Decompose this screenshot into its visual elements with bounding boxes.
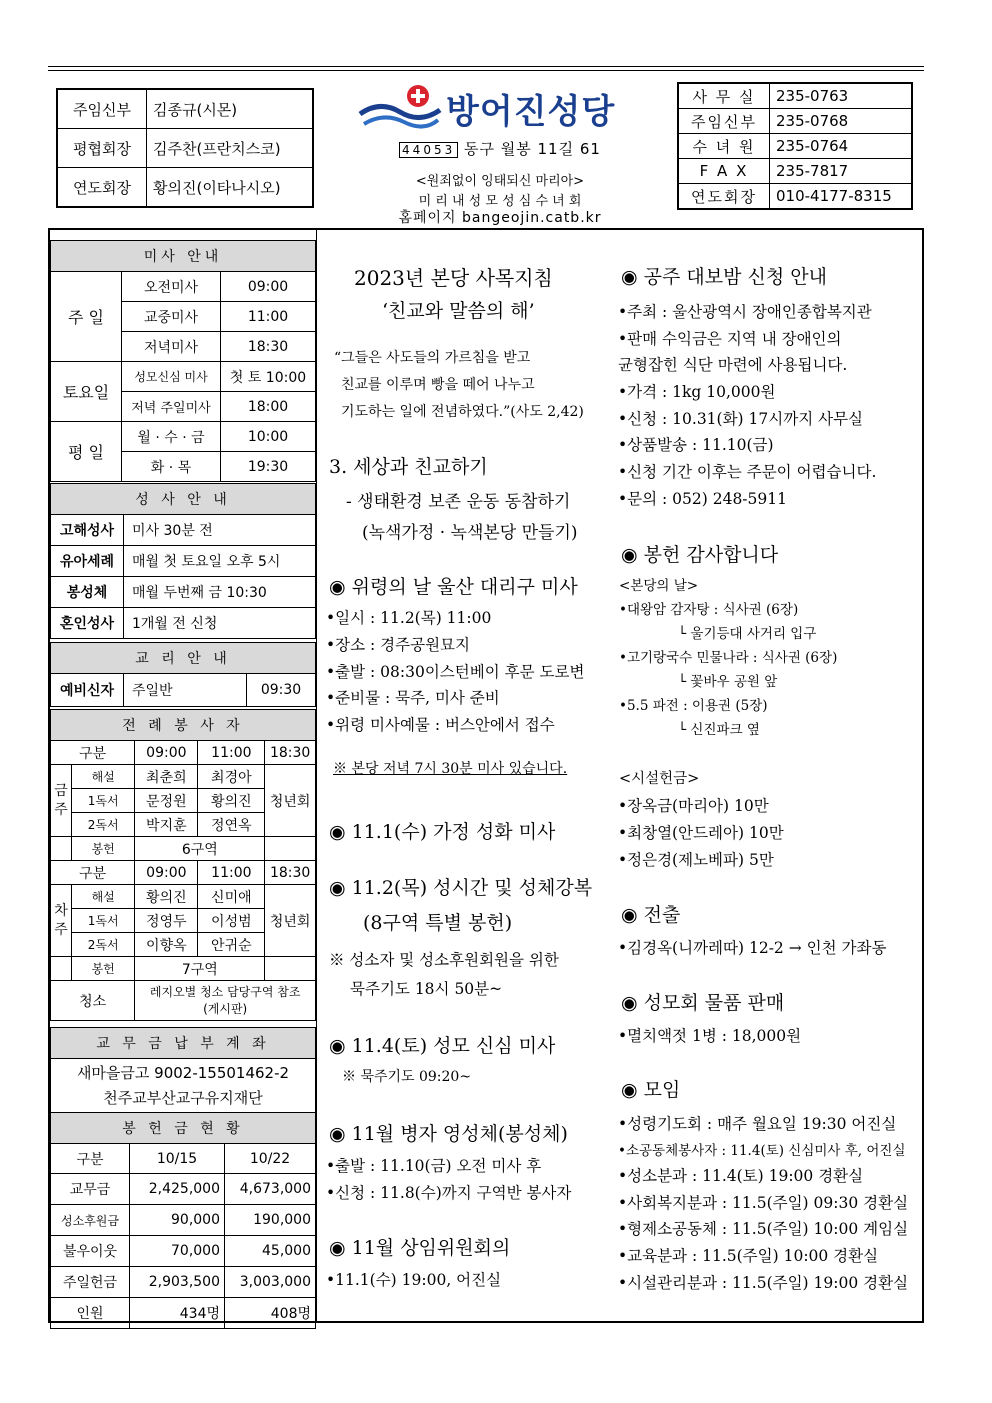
offering-value: 434명 [130, 1298, 225, 1329]
mass-name: 교중미사 [122, 302, 221, 332]
contact-label: 수 녀 원 [678, 134, 770, 159]
council-item: •11.1(수) 19:00, 어진실 [326, 1271, 502, 1289]
memorial-title: ◉ 위령의 날 울산 대리구 미사 [329, 576, 578, 598]
offering-value: 2,425,000 [130, 1174, 225, 1205]
column-divider [316, 229, 317, 1323]
server-role: 1독서 [72, 909, 135, 933]
server-name: 황의진 [135, 885, 198, 909]
day-label: 평 일 [51, 422, 122, 482]
thanks-item: └ 꽃바우 공원 앞 [678, 674, 778, 690]
quote-line: 친교를 이루며 빵을 떼어 나누고 [341, 377, 535, 393]
offering-name: 불우이웃 [51, 1236, 130, 1267]
top-rule [48, 66, 924, 67]
holy-note: 묵주기도 18시 50분~ [350, 980, 503, 998]
section-title: 봉 헌 금 현 황 [51, 1113, 316, 1144]
staff-role: 주임신부 [57, 89, 147, 129]
offering-value: 70,000 [130, 1236, 225, 1267]
server-name: 정영두 [135, 909, 198, 933]
holy-hour-sub: (8구역 특별 봉헌) [363, 912, 513, 934]
rice-title: ◉ 공주 대보밤 신청 안내 [621, 266, 827, 288]
server-name: 문정원 [135, 789, 198, 813]
day-label: 주 일 [51, 272, 122, 362]
server-role: 1독서 [72, 789, 135, 813]
cleaning-label: 청소 [51, 981, 135, 1021]
meeting-item: •성소분과 : 11.4(토) 19:00 경환실 [618, 1167, 864, 1185]
offering-value: 45,000 [225, 1236, 316, 1267]
offering-value: 90,000 [130, 1205, 225, 1236]
mass-table [50, 240, 316, 482]
day-label: 토요일 [51, 362, 122, 422]
offering-header: 구분 [51, 1144, 130, 1174]
sacrament-name: 유아세례 [51, 546, 124, 577]
sacrament-table [50, 483, 316, 639]
server-role: 봉헌 [72, 957, 135, 981]
servers-time: 09:00 [135, 861, 198, 885]
offering-table [50, 1112, 316, 1329]
meeting-title: ◉ 모임 [621, 1079, 681, 1101]
offering-name: 인원 [51, 1298, 130, 1329]
mary-note: ※ 묵주기도 09:20~ [342, 1069, 472, 1085]
section-title: 교 무 금 납 부 계 좌 [51, 1028, 316, 1059]
offering-value: 190,000 [225, 1205, 316, 1236]
offering-value: 408명 [225, 1298, 316, 1329]
section3-title: 3. 세상과 친교하기 [329, 456, 488, 478]
transfer-title: ◉ 전출 [621, 904, 681, 926]
contact-number: 235-0764 [770, 134, 913, 159]
servers-time: 11:00 [198, 861, 265, 885]
server-name: 신미애 [198, 885, 265, 909]
sacrament-value: 1개월 전 신청 [124, 608, 316, 639]
quote-line: “그들은 사도들의 가르침을 받고 [334, 350, 531, 366]
servers-col-label: 구분 [51, 741, 135, 765]
section-title: 성 사 안 내 [51, 484, 316, 515]
servers-time: 11:00 [198, 741, 265, 765]
contact-label: 연도회장 [678, 184, 770, 210]
meeting-item: •시설관리분과 : 11.5(주일) 19:00 경환실 [618, 1274, 909, 1292]
offering-header: 10/22 [225, 1144, 316, 1174]
servers-table [50, 709, 316, 1021]
address-line [330, 138, 670, 159]
facility-item: •장옥금(마리아) 10만 [618, 797, 769, 815]
meeting-item: •사회복지분과 : 11.5(주일) 09:30 경환실 [618, 1194, 909, 1212]
thanks-item: •고기랑국수 민물나라 : 식사권 (6장) [619, 650, 838, 666]
section-title: 교 리 안 내 [51, 643, 316, 674]
memorial-item: •장소 : 경주공원묘지 [326, 636, 471, 654]
week-label: 금 주 [51, 765, 72, 837]
rice-item: •신청 : 10.31(화) 17시까지 사무실 [618, 410, 864, 428]
address: 동구 월봉 11길 61 [464, 140, 601, 158]
facility-item: •최창열(안드레아) 10만 [618, 824, 784, 842]
offering-value: 3,003,000 [225, 1267, 316, 1298]
rice-item: •주최 : 울산광역시 장애인종합복지관 [618, 303, 872, 321]
doctrine-name: 예비신자 [51, 674, 124, 707]
staff-role: 연도회장 [57, 168, 147, 208]
sacrament-value: 매월 두번째 금 10:30 [124, 577, 316, 608]
youth-label: 청년회 [265, 765, 316, 837]
motto: <원죄없이 잉태되신 마리아> [415, 174, 585, 189]
section3-sub: - 생태환경 보존 운동 동참하기 [346, 492, 571, 512]
contact-number: 010-4177-8315 [770, 184, 913, 210]
staff-role: 평협회장 [57, 129, 147, 168]
top-rule-2 [48, 70, 924, 71]
sick-item: •출발 : 11.10(금) 오전 미사 후 [326, 1157, 542, 1175]
meeting-item: •교육분과 : 11.5(주일) 10:00 경환실 [618, 1247, 879, 1265]
mass-time: 18:30 [221, 332, 316, 362]
mass-time: 11:00 [221, 302, 316, 332]
meeting-item: •성령기도회 : 매주 월요일 19:30 어진실 [618, 1115, 897, 1133]
holy-note: ※ 성소자 및 성소후원회원을 위한 [329, 951, 559, 969]
offering-header: 10/15 [130, 1144, 225, 1174]
meeting-item: •소공동체봉사자 : 11.4(토) 신심미사 후, 어진실 [618, 1143, 906, 1159]
church-emblem-icon [356, 84, 442, 134]
doctrine-table [50, 642, 316, 707]
sacrament-value: 매월 첫 토요일 오후 5시 [124, 546, 316, 577]
mass-name: 월 · 수 · 금 [122, 422, 221, 452]
rice-item: •문의 : 052) 248-5911 [618, 490, 787, 508]
server-name: 안귀순 [198, 933, 265, 957]
server-name: 박지훈 [135, 813, 198, 837]
servers-time: 18:30 [265, 861, 316, 885]
rice-item: 균형잡힌 식단 마련에 사용됩니다. [618, 356, 848, 374]
church-logo [356, 84, 646, 134]
council-title: ◉ 11월 상임위원회의 [329, 1237, 511, 1259]
homepage: 홈페이지 bangeojin.catb.kr [398, 210, 602, 226]
servers-time: 09:00 [135, 741, 198, 765]
cleaning-note: 레지오별 청소 담당구역 참조 (게시판) [135, 981, 316, 1021]
servers-time: 18:30 [265, 741, 316, 765]
transfer-item: •김경옥(니까레따) 12-2 → 인천 가좌동 [618, 939, 887, 957]
offering-name: 성소후원금 [51, 1205, 130, 1236]
doctrine-value: 주일반 [124, 674, 247, 707]
server-name: 이향옥 [135, 933, 198, 957]
contact-number: 235-0768 [770, 109, 913, 134]
server-role: 해설 [72, 885, 135, 909]
memorial-item: •위령 미사예물 : 버스안에서 접수 [326, 716, 555, 734]
server-name: 황의진 [198, 789, 265, 813]
contact-label: 사 무 실 [678, 83, 770, 109]
section3-sub: (녹색가정 · 녹색본당 만들기) [362, 523, 578, 543]
server-name: 정연옥 [198, 813, 265, 837]
staff-name: 김주찬(프란치스코) [147, 129, 314, 168]
mary-mass: ◉ 11.4(토) 성모 신심 미사 [329, 1035, 556, 1057]
mass-time: 09:00 [221, 272, 316, 302]
server-role: 2독서 [72, 933, 135, 957]
thanks-item: •5.5 파전 : 이용권 (5장) [619, 698, 768, 714]
mass-name: 오전미사 [122, 272, 221, 302]
pastoral-subtitle: ‘친교와 말씀의 해’ [382, 300, 535, 322]
account-info: 새마을금고 9002-15501462-2 천주교부산교구유지재단 [51, 1059, 316, 1114]
thanks-parish: <본당의 날> [619, 578, 699, 594]
rice-item: •상품발송 : 11.10(금) [618, 436, 774, 454]
thanks-item: •대왕암 감자탕 : 식사권 (6장) [619, 602, 799, 618]
meeting-item: •형제소공동체 : 11.5(주일) 10:00 계임실 [618, 1220, 909, 1238]
mass-time: 10:00 [221, 422, 316, 452]
convent-name: 미 리 내 성 모 성 심 수 녀 회 [418, 194, 582, 209]
contact-label: 주임신부 [678, 109, 770, 134]
server-name: 이성범 [198, 909, 265, 933]
holy-hour-title: ◉ 11.2(목) 성시간 및 성체강복 [329, 877, 593, 899]
server-role: 해설 [72, 765, 135, 789]
offering-value: 4,673,000 [225, 1174, 316, 1205]
server-name: 최춘희 [135, 765, 198, 789]
sacrament-name: 봉성체 [51, 577, 124, 608]
mass-name: 화 · 목 [122, 452, 221, 482]
sacrament-name: 혼인성사 [51, 608, 124, 639]
contacts-table [677, 82, 913, 210]
contact-number: 235-0763 [770, 83, 913, 109]
rice-item: •가격 : 1kg 10,000원 [618, 383, 776, 401]
memorial-item: •출발 : 08:30이스턴베이 후문 도로변 [326, 663, 585, 681]
thanks-item: └ 신진파크 옆 [678, 722, 760, 738]
mass-name: 저녁 주일미사 [122, 392, 221, 422]
offering-name: 교무금 [51, 1174, 130, 1205]
contact-number: 235-7817 [770, 159, 913, 184]
doctrine-time: 09:30 [247, 674, 316, 707]
staff-name: 황의진(이타나시오) [147, 168, 314, 208]
staff-table [56, 88, 314, 208]
account-table [50, 1027, 316, 1114]
sale-title: ◉ 성모회 물품 판매 [621, 992, 785, 1014]
church-name: 방어진성당 [446, 92, 616, 132]
server-name: 최경아 [198, 765, 265, 789]
memorial-item: •준비물 : 묵주, 미사 준비 [326, 689, 500, 707]
section-title: 미사 안내 [51, 241, 316, 272]
rice-item: •판매 수익금은 지역 내 장애인의 [618, 330, 842, 348]
postcode: 44053 [399, 142, 458, 158]
sacrament-value: 미사 30분 전 [124, 515, 316, 546]
thanks-item: └ 울기등대 사거리 입구 [678, 626, 817, 642]
youth-label: 청년회 [265, 885, 316, 957]
quote-line: 기도하는 일에 전념하였다.”(사도 2,42) [341, 404, 584, 420]
section-title: 전 례 봉 사 자 [51, 710, 316, 741]
sick-item: •신청 : 11.8(수)까지 구역반 봉사자 [326, 1184, 572, 1202]
home-mass: ◉ 11.1(수) 가정 성화 미사 [329, 821, 556, 843]
mass-name: 저녁미사 [122, 332, 221, 362]
mass-time: 첫 토 10:00 [221, 362, 316, 392]
pastoral-title: 2023년 본당 사목지침 [354, 266, 553, 290]
offering-value: 2,903,500 [130, 1267, 225, 1298]
rice-item: •신청 기간 이후는 주문이 어렵습니다. [618, 463, 877, 481]
sale-item: •멸치액젓 1병 : 18,000원 [618, 1027, 802, 1045]
server-role: 2독서 [72, 813, 135, 837]
mass-time: 19:30 [221, 452, 316, 482]
facility-item: •정은경(제노베파) 5만 [618, 851, 774, 869]
mass-time: 18:00 [221, 392, 316, 422]
server-name: 7구역 [135, 957, 265, 981]
memorial-note: ※ 본당 저녁 7시 30분 미사 있습니다. [333, 761, 568, 777]
server-role: 봉헌 [72, 837, 135, 861]
servers-col-label: 구분 [51, 861, 135, 885]
contact-label: F A X [678, 159, 770, 184]
server-name: 6구역 [135, 837, 265, 861]
staff-name: 김종규(시몬) [147, 89, 314, 129]
memorial-item: •일시 : 11.2(목) 11:00 [326, 609, 492, 627]
week-label: 차 주 [51, 885, 72, 957]
facility-title: <시설헌금> [619, 771, 700, 787]
thanks-title: ◉ 봉헌 감사합니다 [621, 544, 779, 566]
mass-name: 성모신심 미사 [122, 362, 221, 392]
offering-name: 주일헌금 [51, 1267, 130, 1298]
sacrament-name: 고해성사 [51, 515, 124, 546]
sick-title: ◉ 11월 병자 영성체(봉성체) [329, 1123, 568, 1145]
